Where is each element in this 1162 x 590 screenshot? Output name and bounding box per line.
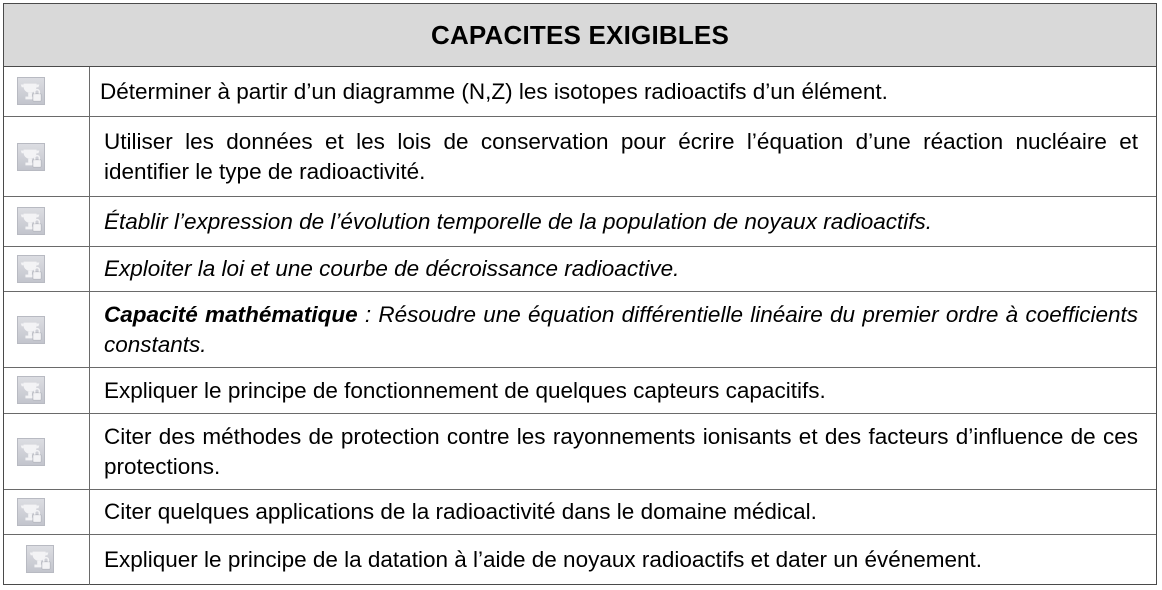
row-text: Exploiter la loi et une courbe de décroissance radioactive. bbox=[104, 256, 680, 281]
table-row bbox=[4, 67, 1156, 117]
math-capacity-label: Capacité mathématique bbox=[104, 302, 358, 327]
table-title: CAPACITES EXIGIBLES bbox=[430, 19, 730, 50]
icon-cell bbox=[4, 292, 90, 367]
table-row bbox=[4, 247, 1156, 292]
locked-trophy-icon bbox=[17, 255, 45, 283]
table-row bbox=[4, 414, 1156, 490]
table-row bbox=[4, 490, 1156, 535]
locked-trophy-icon bbox=[17, 438, 45, 466]
locked-trophy-icon bbox=[17, 143, 45, 171]
icon-cell bbox=[4, 414, 90, 489]
table-row bbox=[4, 368, 1156, 414]
row-text: Expliquer le principe de la datation à l’aide de noyaux radioactifs et dater un événement. bbox=[104, 547, 983, 572]
row-text: Établir l’expression de l’évolution temporelle de la population de noyaux radioactifs. bbox=[104, 209, 932, 234]
icon-cell bbox=[4, 490, 90, 534]
table-row bbox=[4, 292, 1156, 368]
locked-trophy-icon bbox=[26, 545, 54, 573]
icon-cell bbox=[4, 67, 90, 116]
row-text: Citer quelques applications de la radioactivité dans le domaine médical. bbox=[104, 499, 817, 524]
row-text: Utiliser les données et les lois de conservation pour écrire l’équation d’une réaction nucléaire et identifier le type de radioactivité. bbox=[104, 129, 1138, 184]
capacities-table bbox=[3, 3, 1157, 585]
table-row bbox=[4, 117, 1156, 197]
locked-trophy-icon bbox=[17, 376, 45, 404]
row-text: Déterminer à partir d’un diagramme (N,Z) les isotopes radioactifs d’un élément. bbox=[100, 79, 888, 104]
table-header bbox=[4, 4, 1156, 67]
icon-cell bbox=[4, 117, 90, 196]
icon-cell bbox=[4, 368, 90, 413]
icon-cell bbox=[4, 197, 90, 246]
row-text: Expliquer le principe de fonctionnement de quelques capteurs capacitifs. bbox=[104, 378, 826, 403]
row-text: Citer des méthodes de protection contre les rayonnements ionisants et des facteurs d’influence de ces protections. bbox=[104, 424, 1138, 479]
icon-cell bbox=[4, 247, 90, 291]
icon-cell bbox=[4, 535, 90, 585]
locked-trophy-icon bbox=[17, 498, 45, 526]
row-text bbox=[104, 300, 1138, 360]
locked-trophy-icon bbox=[17, 77, 45, 105]
locked-trophy-icon bbox=[17, 207, 45, 235]
math-capacity-text: : Résoudre une équation différentielle linéaire du premier ordre à coefficients constants. bbox=[104, 302, 1139, 357]
table-row bbox=[4, 197, 1156, 247]
table-row bbox=[4, 535, 1156, 585]
locked-trophy-icon bbox=[17, 316, 45, 344]
